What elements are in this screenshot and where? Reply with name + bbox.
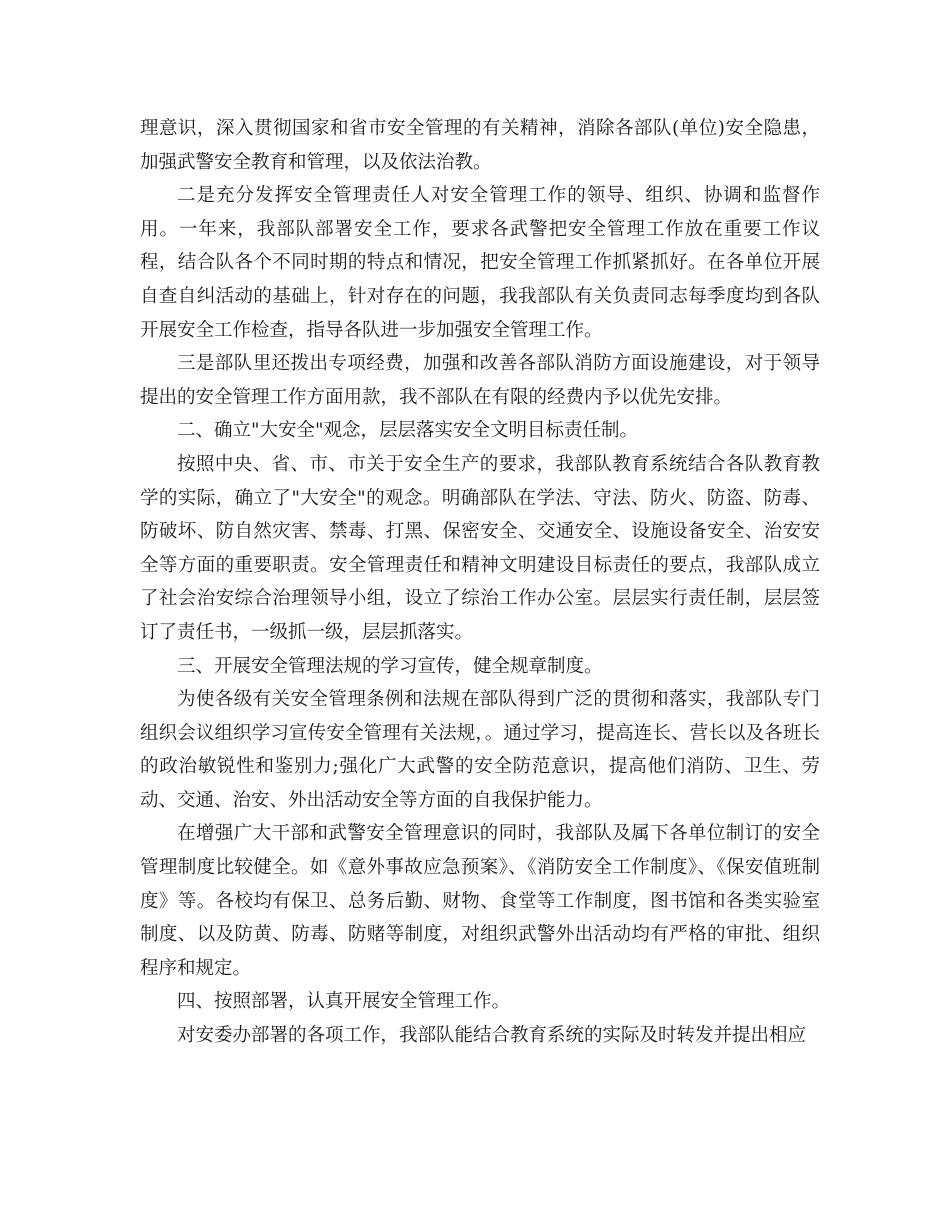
paragraph-1: 理意识，深入贯彻国家和省市安全管理的有关精神，消除各部队(单位)安全隐患，加强武警安全教育和管理，以及依法治教。 — [140, 118, 820, 173]
paragraph-10: 对安委办部署的各项工作，我部队能结合教育系统的实际及时转发并提出相应 — [177, 1025, 807, 1047]
paragraph-3: 三是部队里还拨出专项经费，加强和改善各部队消防方面设施建设，对于领导提出的安全管理工作方面用款，我不部队在有限的经费内予以优先安排。 — [140, 353, 820, 408]
section-heading-2: 二、确立"大安全"观念，层层落实安全文明目标责任制。 — [177, 420, 639, 442]
document-body — [140, 112, 820, 1053]
paragraph-7: 为使各级有关安全管理条例和法规在部队得到广泛的贯彻和落实，我部队专门组织会议组织学习宣传安全管理有关法规，。通过学习，提高连长、营长以及各班长的政治敏锐性和鉴别力;强化广大武警的安全防范意识，提高他们消防、卫生、劳动、交通、治安、外出活动安全等方面的自我保护能力。 — [140, 689, 820, 811]
paragraph-5: 按照中央、省、市、市关于安全生产的要求，我部队教育系统结合各队教育教学的实际，确立了"大安全"的观念。明确部队在学法、守法、防火、防盗、防毒、防破坏、防自然灾害、禁毒、打黑、保密安全、交通安全、设施设备安全、治安安全等方面的重要职责。安全管理责任和精神文明建设目标责任的要点，我部队成立了社会治安综合治理领导小组，设立了综治工作办公室。层层实行责任制，层层签订了责任书，一级抓一级，层层抓落实。 — [140, 453, 820, 643]
section-heading-4: 四、按照部署，认真开展安全管理工作。 — [177, 991, 511, 1013]
paragraph-2: 二是充分发挥安全管理责任人对安全管理工作的领导、组织、协调和监督作用。一年来，我部队部署安全工作，要求各武警把安全管理工作放在重要工作议程，结合队各个不同时期的特点和情况，把安全管理工作抓紧抓好。在各单位开展自查自纠活动的基础上，针对存在的问题，我我部队有关负责同志每季度均到各队开展安全工作检查，指导各队进一步加强安全管理工作。 — [140, 185, 820, 341]
paragraph-8: 在增强广大干部和武警安全管理意识的同时，我部队及属下各单位制订的安全管理制度比较健全。如《意外事故应急预案》、《消防安全工作制度》、《保安值班制度》等。各校均有保卫、总务后勤、财物、食堂等工作制度，图书馆和各类实验室制度、以及防黄、防毒、防赌等制度，对组织武警外出活动均有严格的审批、组织程序和规定。 — [140, 823, 820, 979]
section-heading-3: 三、开展安全管理法规的学习宣传，健全规章制度。 — [177, 655, 603, 677]
